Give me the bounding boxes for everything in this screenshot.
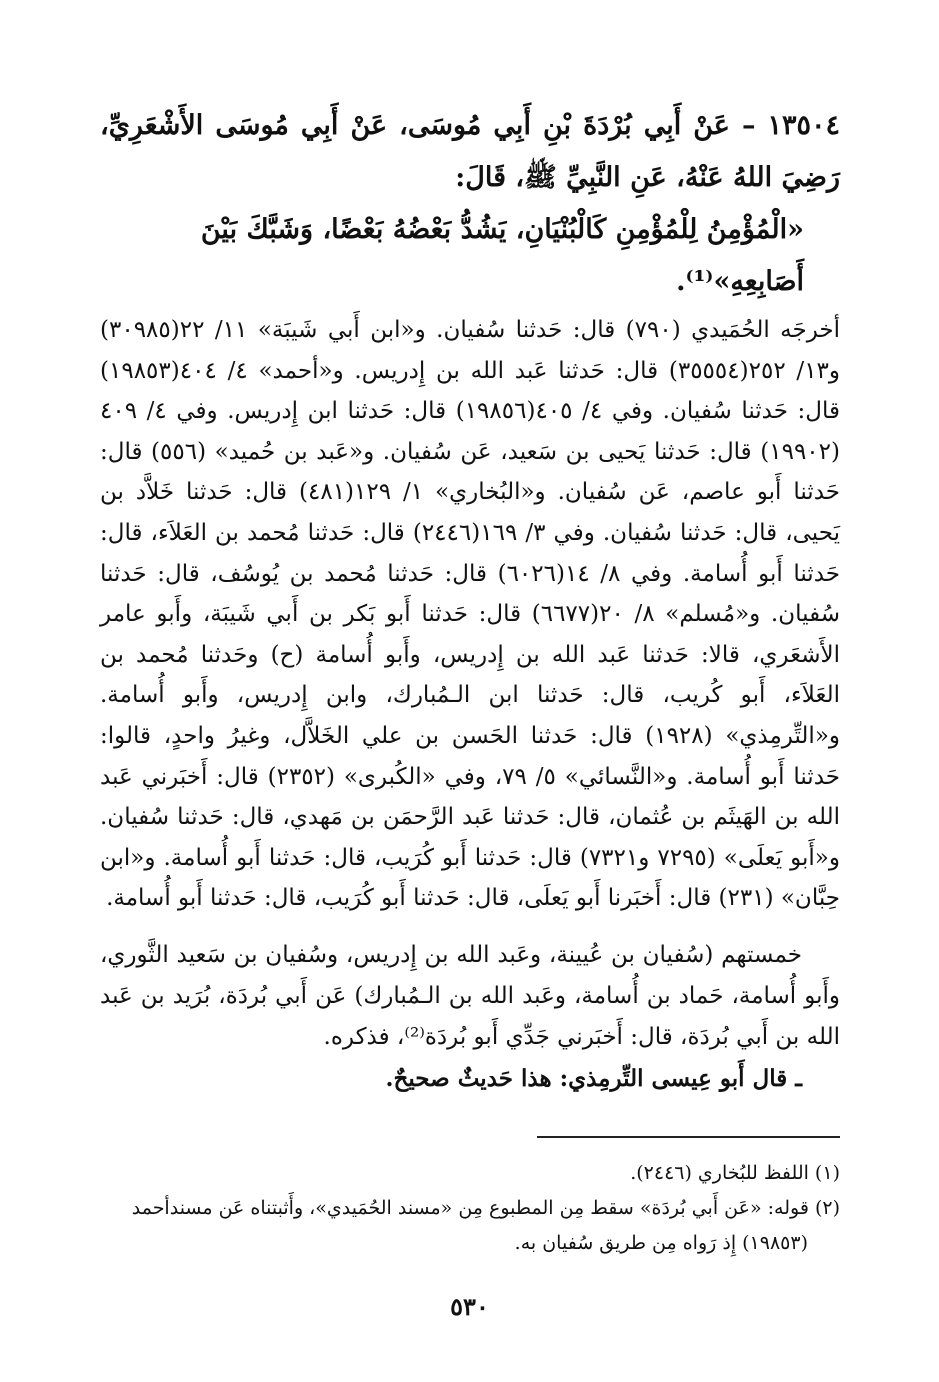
footnote-2: (٢) قوله: «عَن أَبي بُردَة» سقط مِن المطبوع مِن «مسند الحُمَيدي»، وأَثبتناه عَن مسندأحمد <box>131 1197 840 1219</box>
footnote-divider <box>537 1136 840 1138</box>
isnad-paragraph: خمستهم (سُفيان بن عُيينة، وعَبد الله بن إِدريس، وسُفيان بن سَعيد الثَّوري، وأَبو أُسامة، حَماد بن أُسامة، وعَبد الله بن الـمُبارك) عَن أَبي بُردَة، بُرَيد بن عَبد الله بن أَبي بُردَة، قال: أَخبَرني جَدِّي أَبو بُردَة⁽²⁾، فذكره. <box>100 941 840 1050</box>
footnote-1: (١) اللفظ للبُخاري (٢٤٤٦). <box>630 1162 840 1184</box>
hadith-intro: ١٣٥٠٤ – عَنْ أَبِي بُرْدَةَ بْنِ أَبِي مُوسَى، عَنْ أَبِي مُوسَى الأَشْعَرِيِّ، رَضِيَ اللهُ عَنْهُ، عَنِ النَّبِيِّ ﷺ، قَالَ: <box>100 110 840 193</box>
footnotes <box>100 1156 840 1261</box>
tirmidhi-verdict: ـ قال أَبو عِيسى التِّرمِذي: هذا حَديثٌ صحيحٌ. <box>385 1064 802 1092</box>
takhrij-paragraph: أخرجَه الحُمَيدي (٧٩٠) قال: حَدثنا سُفيان. و«ابن أَبي شَيبَة» ١١/ ٢٢(٣٠٩٨٥) و١٣/ ٢٥٢(٣٥٥٥٤) قال: حَدثنا عَبد الله بن إِدريس. و«أحمد» ٤/ ٤٠٤(١٩٨٥٣) قال: حَدثنا سُفيان. وفي ٤/ ٤٠٥(١٩٨٥٦) قال: حَدثنا ابن إِدريس. وفي ٤/ ٤٠٩ (١٩٩٠٢) قال: حَدثنا يَحيى بن سَعيد، عَن سُفيان. و«عَبد بن حُميد» (٥٥٦) قال: حَدثنا أَبو عاصم، عَن سُفيان. و«البُخاري» ١/ ١٢٩(٤٨١) قال: حَدثنا خَلاَّد بن يَحيى، قال: حَدثنا سُفيان. وفي ٣/ ١٦٩(٢٤٤٦) قال: حَدثنا مُحمد بن العَلاَء، قال: حَدثنا أَبو أُسامة. وفي ٨/ ١٤(٦٠٢٦) قال: حَدثنا مُحمد بن يُوسُف، قال: حَدثنا سُفيان. و«مُسلم» ٨/ ٢٠(٦٦٧٧) قال: حَدثنا أَبو بَكر بن أَبي شَيبَة، وأَبو عامر الأَشعَري، قالا: حَدثنا عَبد الله بن إِدريس، وأَبو أُسامة (ح) وحَدثنا مُحمد بن العَلاَء، أَبو كُريب، قال: حَدثنا ابن الـمُبارك، وابن إِدريس، وأَبو أُسامة. و«التِّرمِذي» (١٩٢٨) قال: حَدثنا الحَسن بن علي الخَلاَّل، وغيرُ واحدٍ، قالوا: حَدثنا أَبو أُسامة. و«النَّسائي» ٥/ ٧٩، وفي «الكُبرى» (٢٣٥٢) قال: أَخبَرني عَبد الله بن الهَيثَم بن عُثمان، قال: حَدثنا عَبد الرَّحمَن بن مَهدي، قال: حَدثنا سُفيان. و«أَبو يَعلَى» (٧٢٩٥ و٧٣٢١) قال: حَدثنا أَبو كُرَيب، قال: حَدثنا أَبو أُسامة. و«ابن حِبَّان» (٢٣١) قال: أَخبَرنا أَبو يَعلَى، قال: حَدثنا أَبو كُرَيب، قال: حَدثنا أَبو أُسامة. <box>100 317 841 912</box>
page-number: ٥٣٠ <box>450 1292 489 1321</box>
page-body <box>100 100 840 1099</box>
hadith-text: «الْمُؤْمِنُ لِلْمُؤْمِنِ كَالْبُنْيَانِ، يَشُدُّ بَعْضُهُ بَعْضًا، وَشَبَّكَ بَيْنَ أَصَابِعِهِ»⁽¹⁾. <box>200 214 804 297</box>
footnote-2-continuation: (١٩٨٥٣) إِذ رَواه مِن طريق سُفيان به. <box>514 1232 808 1254</box>
